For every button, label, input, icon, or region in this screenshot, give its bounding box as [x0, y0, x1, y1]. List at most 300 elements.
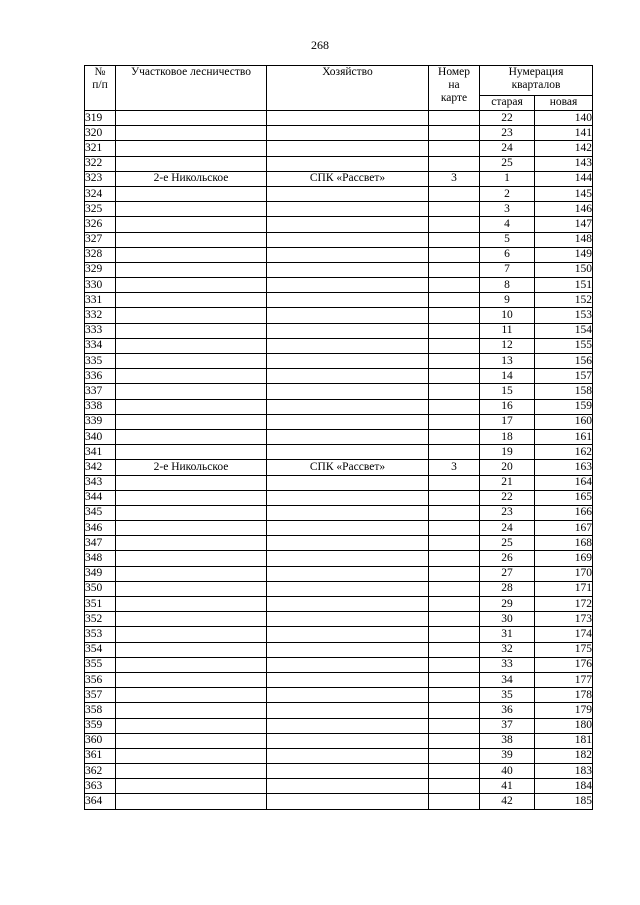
new-quarter-cell: 151 — [535, 278, 593, 293]
forestry-cell — [116, 126, 267, 141]
new-quarter-cell: 168 — [535, 536, 593, 551]
new-quarter-cell: 171 — [535, 581, 593, 596]
row-number-cell: 356 — [85, 672, 116, 687]
map-number-cell — [429, 703, 480, 718]
new-quarter-cell: 169 — [535, 551, 593, 566]
page-number: 268 — [311, 38, 329, 52]
table-row — [85, 293, 593, 308]
map-number-cell — [429, 429, 480, 444]
forestry-cell — [116, 262, 267, 277]
farm-cell — [267, 657, 429, 672]
row-number-cell: 340 — [85, 429, 116, 444]
old-quarter-cell: 25 — [480, 156, 535, 171]
farm-cell: СПК «Рассвет» — [267, 171, 429, 186]
map-number-cell — [429, 141, 480, 156]
old-quarter-cell: 17 — [480, 414, 535, 429]
table-row — [85, 521, 593, 536]
farm-cell — [267, 308, 429, 323]
header-old-numbering: старая — [480, 96, 535, 111]
table-row — [85, 202, 593, 217]
table-row — [85, 126, 593, 141]
farm-cell — [267, 718, 429, 733]
farm-cell — [267, 551, 429, 566]
new-quarter-cell: 148 — [535, 232, 593, 247]
new-quarter-cell: 152 — [535, 293, 593, 308]
row-number-cell: 349 — [85, 566, 116, 581]
table-header — [85, 66, 593, 111]
new-quarter-cell: 165 — [535, 490, 593, 505]
forestry-cell — [116, 627, 267, 642]
row-number-cell: 333 — [85, 323, 116, 338]
row-number-cell: 341 — [85, 445, 116, 460]
new-quarter-cell: 172 — [535, 597, 593, 612]
row-number-cell: 343 — [85, 475, 116, 490]
map-number-cell — [429, 688, 480, 703]
table-row — [85, 460, 593, 475]
map-number-cell — [429, 338, 480, 353]
forestry-cell — [116, 642, 267, 657]
forestry-cell — [116, 202, 267, 217]
row-number-cell: 354 — [85, 642, 116, 657]
map-number-cell — [429, 794, 480, 809]
row-number-cell: 345 — [85, 505, 116, 520]
header-map-number-line2: на — [448, 79, 460, 91]
header-quarter-numbering-line2: кварталов — [511, 79, 561, 91]
forestry-cell — [116, 581, 267, 596]
new-quarter-cell: 161 — [535, 429, 593, 444]
new-quarter-cell: 146 — [535, 202, 593, 217]
old-quarter-cell: 22 — [480, 490, 535, 505]
farm-cell — [267, 490, 429, 505]
forestry-cell — [116, 399, 267, 414]
farm-cell — [267, 156, 429, 171]
table-row — [85, 369, 593, 384]
old-quarter-cell: 24 — [480, 521, 535, 536]
farm-cell — [267, 779, 429, 794]
farm-cell — [267, 429, 429, 444]
table-row — [85, 718, 593, 733]
map-number-cell — [429, 414, 480, 429]
farm-cell — [267, 445, 429, 460]
row-number-cell: 323 — [85, 171, 116, 186]
farm-cell — [267, 369, 429, 384]
table-row — [85, 581, 593, 596]
old-quarter-cell: 1 — [480, 171, 535, 186]
old-quarter-cell: 13 — [480, 354, 535, 369]
farm-cell — [267, 278, 429, 293]
new-quarter-cell: 173 — [535, 612, 593, 627]
forestry-cell — [116, 429, 267, 444]
old-quarter-cell: 10 — [480, 308, 535, 323]
new-quarter-cell: 174 — [535, 627, 593, 642]
map-number-cell — [429, 278, 480, 293]
map-number-cell — [429, 536, 480, 551]
table-row — [85, 551, 593, 566]
row-number-cell: 336 — [85, 369, 116, 384]
old-quarter-cell: 32 — [480, 642, 535, 657]
row-number-cell: 350 — [85, 581, 116, 596]
new-quarter-cell: 150 — [535, 262, 593, 277]
map-number-cell — [429, 764, 480, 779]
old-quarter-cell: 36 — [480, 703, 535, 718]
new-quarter-cell: 155 — [535, 338, 593, 353]
map-number-cell — [429, 308, 480, 323]
row-number-cell: 359 — [85, 718, 116, 733]
map-number-cell — [429, 111, 480, 126]
forestry-cell — [116, 597, 267, 612]
forestry-cell — [116, 779, 267, 794]
forestry-cell — [116, 293, 267, 308]
map-number-cell — [429, 202, 480, 217]
old-quarter-cell: 26 — [480, 551, 535, 566]
row-number-cell: 332 — [85, 308, 116, 323]
farm-cell — [267, 505, 429, 520]
table-row — [85, 475, 593, 490]
table-row — [85, 171, 593, 186]
map-number-cell — [429, 748, 480, 763]
farm-cell — [267, 293, 429, 308]
old-quarter-cell: 35 — [480, 688, 535, 703]
row-number-cell: 326 — [85, 217, 116, 232]
old-quarter-cell: 14 — [480, 369, 535, 384]
row-number-cell: 347 — [85, 536, 116, 551]
old-quarter-cell: 9 — [480, 293, 535, 308]
row-number-cell: 334 — [85, 338, 116, 353]
map-number-cell — [429, 718, 480, 733]
table-row — [85, 354, 593, 369]
farm-cell — [267, 126, 429, 141]
map-number-cell — [429, 733, 480, 748]
new-quarter-cell: 164 — [535, 475, 593, 490]
table-row — [85, 247, 593, 262]
farm-cell — [267, 597, 429, 612]
farm-cell — [267, 384, 429, 399]
farm-cell — [267, 612, 429, 627]
old-quarter-cell: 20 — [480, 460, 535, 475]
row-number-cell: 348 — [85, 551, 116, 566]
farm-cell — [267, 764, 429, 779]
new-quarter-cell: 147 — [535, 217, 593, 232]
row-number-cell: 320 — [85, 126, 116, 141]
row-number-cell: 364 — [85, 794, 116, 809]
map-number-cell — [429, 186, 480, 201]
table-row — [85, 278, 593, 293]
forestry-cell — [116, 672, 267, 687]
row-number-cell: 324 — [85, 186, 116, 201]
forestry-cell — [116, 278, 267, 293]
farm-cell — [267, 247, 429, 262]
map-number-cell — [429, 384, 480, 399]
new-quarter-cell: 140 — [535, 111, 593, 126]
old-quarter-cell: 29 — [480, 597, 535, 612]
forestry-cell — [116, 232, 267, 247]
row-number-cell: 322 — [85, 156, 116, 171]
row-number-cell: 325 — [85, 202, 116, 217]
new-quarter-cell: 145 — [535, 186, 593, 201]
new-quarter-cell: 143 — [535, 156, 593, 171]
forestry-cell — [116, 186, 267, 201]
forestry-cell — [116, 141, 267, 156]
old-quarter-cell: 5 — [480, 232, 535, 247]
table-row — [85, 186, 593, 201]
table-row — [85, 672, 593, 687]
new-quarter-cell: 166 — [535, 505, 593, 520]
map-number-cell — [429, 627, 480, 642]
forestry-cell — [116, 475, 267, 490]
old-quarter-cell: 28 — [480, 581, 535, 596]
old-quarter-cell: 34 — [480, 672, 535, 687]
row-number-cell: 327 — [85, 232, 116, 247]
farm-cell — [267, 141, 429, 156]
row-number-cell: 329 — [85, 262, 116, 277]
forestry-cell — [116, 308, 267, 323]
old-quarter-cell: 2 — [480, 186, 535, 201]
table-row — [85, 111, 593, 126]
farm-cell — [267, 627, 429, 642]
old-quarter-cell: 38 — [480, 733, 535, 748]
old-quarter-cell: 23 — [480, 505, 535, 520]
forestry-cell — [116, 247, 267, 262]
table-row — [85, 703, 593, 718]
old-quarter-cell: 21 — [480, 475, 535, 490]
header-farm-label: Хозяйство — [322, 66, 373, 78]
row-number-cell: 328 — [85, 247, 116, 262]
forestry-cell — [116, 718, 267, 733]
forestry-cell — [116, 156, 267, 171]
row-number-cell: 358 — [85, 703, 116, 718]
map-number-cell — [429, 581, 480, 596]
farm-cell — [267, 399, 429, 414]
header-new-numbering: новая — [535, 96, 593, 111]
farm-cell — [267, 794, 429, 809]
table-row — [85, 597, 593, 612]
map-number-cell — [429, 657, 480, 672]
farm-cell — [267, 521, 429, 536]
forestry-cell — [116, 551, 267, 566]
new-quarter-cell: 178 — [535, 688, 593, 703]
old-quarter-cell: 37 — [480, 718, 535, 733]
farm-cell — [267, 232, 429, 247]
map-number-cell — [429, 521, 480, 536]
new-quarter-cell: 144 — [535, 171, 593, 186]
old-quarter-cell: 39 — [480, 748, 535, 763]
new-quarter-cell: 142 — [535, 141, 593, 156]
forestry-cell — [116, 369, 267, 384]
header-forestry — [116, 66, 267, 111]
map-number-cell — [429, 490, 480, 505]
farm-cell — [267, 354, 429, 369]
table-row — [85, 490, 593, 505]
row-number-cell: 330 — [85, 278, 116, 293]
row-number-cell: 344 — [85, 490, 116, 505]
row-number-cell: 352 — [85, 612, 116, 627]
table-row — [85, 612, 593, 627]
map-number-cell — [429, 369, 480, 384]
old-quarter-cell: 3 — [480, 202, 535, 217]
new-quarter-cell: 153 — [535, 308, 593, 323]
old-quarter-cell: 18 — [480, 429, 535, 444]
new-quarter-cell: 149 — [535, 247, 593, 262]
old-quarter-cell: 27 — [480, 566, 535, 581]
farm-cell — [267, 202, 429, 217]
old-quarter-cell: 7 — [480, 262, 535, 277]
old-quarter-cell: 8 — [480, 278, 535, 293]
table-row — [85, 505, 593, 520]
table-row — [85, 733, 593, 748]
forestry-cell — [116, 794, 267, 809]
table-row — [85, 445, 593, 460]
old-quarter-cell: 40 — [480, 764, 535, 779]
old-quarter-cell: 6 — [480, 247, 535, 262]
farm-cell — [267, 733, 429, 748]
farm-cell: СПК «Рассвет» — [267, 460, 429, 475]
map-number-cell — [429, 566, 480, 581]
forestry-cell — [116, 748, 267, 763]
table-row — [85, 399, 593, 414]
forestry-cell — [116, 612, 267, 627]
old-quarter-cell: 33 — [480, 657, 535, 672]
table-row — [85, 748, 593, 763]
map-number-cell — [429, 232, 480, 247]
farm-cell — [267, 111, 429, 126]
new-quarter-cell: 184 — [535, 779, 593, 794]
header-row-number-line1: № — [94, 66, 106, 78]
table-row — [85, 764, 593, 779]
table-row — [85, 156, 593, 171]
old-quarter-cell: 4 — [480, 217, 535, 232]
table-row — [85, 688, 593, 703]
old-quarter-cell: 22 — [480, 111, 535, 126]
old-quarter-cell: 12 — [480, 338, 535, 353]
forestry-cell — [116, 490, 267, 505]
farm-cell — [267, 217, 429, 232]
row-number-cell: 346 — [85, 521, 116, 536]
new-quarter-cell: 177 — [535, 672, 593, 687]
map-number-cell — [429, 672, 480, 687]
table-row — [85, 414, 593, 429]
table-row — [85, 262, 593, 277]
forest-quarters-table — [84, 65, 593, 810]
table-row — [85, 657, 593, 672]
map-number-cell — [429, 445, 480, 460]
forestry-cell — [116, 733, 267, 748]
forestry-cell: 2-е Никольское — [116, 171, 267, 186]
table-row — [85, 232, 593, 247]
farm-cell — [267, 581, 429, 596]
row-number-cell: 361 — [85, 748, 116, 763]
table-row — [85, 384, 593, 399]
header-row-number-line2: п/п — [92, 79, 108, 91]
table-row — [85, 627, 593, 642]
forestry-cell — [116, 566, 267, 581]
new-quarter-cell: 156 — [535, 354, 593, 369]
forestry-cell — [116, 111, 267, 126]
map-number-cell — [429, 475, 480, 490]
old-quarter-cell: 31 — [480, 627, 535, 642]
new-quarter-cell: 185 — [535, 794, 593, 809]
new-quarter-cell: 158 — [535, 384, 593, 399]
map-number-cell — [429, 156, 480, 171]
farm-cell — [267, 642, 429, 657]
table-row — [85, 308, 593, 323]
new-quarter-cell: 154 — [535, 323, 593, 338]
new-quarter-cell: 159 — [535, 399, 593, 414]
map-number-cell — [429, 597, 480, 612]
forestry-cell — [116, 521, 267, 536]
new-quarter-cell: 163 — [535, 460, 593, 475]
table-row — [85, 323, 593, 338]
table-row — [85, 217, 593, 232]
map-number-cell — [429, 126, 480, 141]
map-number-cell — [429, 217, 480, 232]
header-quarter-numbering — [480, 66, 593, 96]
forestry-cell — [116, 536, 267, 551]
forestry-cell — [116, 354, 267, 369]
table-body — [85, 111, 593, 810]
map-number-cell — [429, 293, 480, 308]
forestry-cell — [116, 703, 267, 718]
farm-cell — [267, 262, 429, 277]
table-row — [85, 536, 593, 551]
map-number-cell — [429, 399, 480, 414]
map-number-cell — [429, 247, 480, 262]
map-number-cell: 3 — [429, 171, 480, 186]
map-number-cell: 3 — [429, 460, 480, 475]
new-quarter-cell: 180 — [535, 718, 593, 733]
new-quarter-cell: 157 — [535, 369, 593, 384]
map-number-cell — [429, 262, 480, 277]
map-number-cell — [429, 612, 480, 627]
map-number-cell — [429, 505, 480, 520]
row-number-cell: 339 — [85, 414, 116, 429]
header-farm — [267, 66, 429, 111]
new-quarter-cell: 176 — [535, 657, 593, 672]
map-number-cell — [429, 642, 480, 657]
header-map-number-line3: карте — [440, 92, 468, 104]
new-quarter-cell: 162 — [535, 445, 593, 460]
farm-cell — [267, 566, 429, 581]
row-number-cell: 355 — [85, 657, 116, 672]
farm-cell — [267, 186, 429, 201]
forestry-cell — [116, 338, 267, 353]
new-quarter-cell: 160 — [535, 414, 593, 429]
new-quarter-cell: 182 — [535, 748, 593, 763]
table-row — [85, 642, 593, 657]
header-row-number — [85, 66, 116, 111]
row-number-cell: 319 — [85, 111, 116, 126]
new-quarter-cell: 179 — [535, 703, 593, 718]
new-quarter-cell: 170 — [535, 566, 593, 581]
forestry-cell — [116, 414, 267, 429]
row-number-cell: 321 — [85, 141, 116, 156]
forestry-cell — [116, 384, 267, 399]
map-number-cell — [429, 323, 480, 338]
row-number-cell: 353 — [85, 627, 116, 642]
old-quarter-cell: 24 — [480, 141, 535, 156]
header-map-number-line1: Номер — [438, 66, 470, 78]
new-quarter-cell: 167 — [535, 521, 593, 536]
old-quarter-cell: 15 — [480, 384, 535, 399]
old-quarter-cell: 30 — [480, 612, 535, 627]
row-number-cell: 363 — [85, 779, 116, 794]
farm-cell — [267, 475, 429, 490]
new-quarter-cell: 175 — [535, 642, 593, 657]
farm-cell — [267, 323, 429, 338]
old-quarter-cell: 42 — [480, 794, 535, 809]
old-quarter-cell: 25 — [480, 536, 535, 551]
forestry-cell — [116, 445, 267, 460]
farm-cell — [267, 338, 429, 353]
